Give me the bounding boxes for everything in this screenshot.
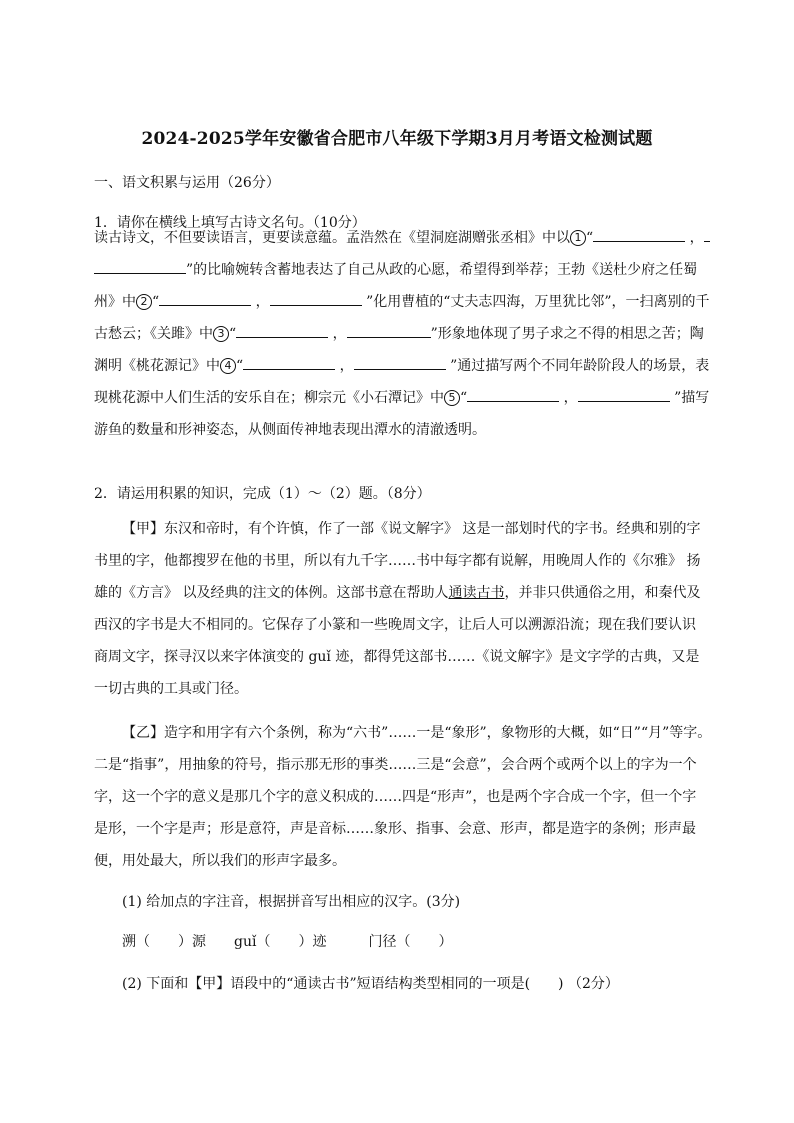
q1-row: [94, 350, 712, 382]
answer-blank[interactable]: [94, 257, 186, 274]
text: “: [229, 326, 237, 342]
text: ，: [559, 390, 578, 406]
document-title: 2024-2025学年安徽省合肥市八年级下学期3月月考语文检测试题: [141, 129, 653, 149]
passage-row: 西汉的字书是大不相同的。它保存了小篆和一些晚周文字，让后人可以溯源沿流；现在我们要认识: [94, 617, 696, 633]
answer-blank[interactable]: [243, 353, 335, 370]
text: “: [152, 294, 160, 310]
passage-row: 二是“指事”，用抽象的符号，指示那无形的事类……三是“会意”，会合两个或两个以上的字为一个: [94, 757, 697, 773]
passage-row: 一切古典的工具或门径。: [94, 681, 248, 697]
text: ”化用曹植的“丈夫志四海，万里犹比邻”，一扫离别的千: [361, 294, 710, 310]
subquestion-2: (2) 下面和【甲】语段中的“通读古书”短语结构类型相同的一项是( ) （2分）: [122, 976, 619, 992]
text: ”通过描写两个不同年龄阶段人的场景，表: [445, 358, 710, 374]
text: 州》中: [94, 294, 136, 310]
text: ，: [328, 326, 347, 342]
passage-row: [94, 577, 712, 609]
subquestion-1-answers: 溯（ ）源 guǐ（ ）迹 门径（ ）: [122, 934, 453, 950]
answer-blank[interactable]: [704, 225, 710, 242]
text: ，: [335, 358, 354, 374]
passage-jia: [94, 513, 712, 705]
text: 渊明《桃花源记》中: [94, 358, 220, 374]
answer-blank[interactable]: [270, 289, 362, 306]
answer-blank[interactable]: [354, 353, 446, 370]
text: “: [460, 390, 468, 406]
text: ”描写: [669, 390, 710, 406]
underlined-phrase: 通读古书: [448, 585, 505, 601]
text: 古愁云；《关雎》中: [94, 326, 213, 342]
q1-row: [94, 318, 712, 350]
question-2-heading: 2．请运用积累的知识，完成（1）～（2）题。（8分）: [94, 486, 431, 502]
circled-number-2: 2: [136, 294, 152, 310]
subquestion-1: (1) 给加点的字注音，根据拼音写出相应的汉字。(3分): [122, 894, 461, 910]
answer-blank[interactable]: [578, 385, 670, 402]
passage-row: 书里的字，他都搜罗在他的书里，所以有九千字……书中每字都有说解，用晚周人作的《尔雅》 扬: [94, 553, 701, 569]
q1-row: [94, 222, 712, 254]
circled-number-5: 5: [444, 390, 460, 406]
q1-row: [94, 382, 712, 414]
circled-number-1: 1: [570, 230, 586, 246]
passage-row: 是形，一个字是声；形是意符，声是音标……象形、指事、会意、形声，都是造字的条例；形声最: [94, 821, 696, 837]
answer-blank[interactable]: [593, 225, 685, 242]
passage-row: 商周文字，探寻汉以来字体演变的 guǐ 迹，都得凭这部书……《说文解字》是文字学的古典，又是: [94, 649, 700, 665]
circled-number-3: 3: [213, 326, 229, 342]
text: ”的比喻婉转含蓄地表达了自己从政的心愿，希望得到举荐；王勃《送杜少府之任蜀: [186, 262, 698, 278]
passage-row: 便，用处最大，所以我们的形声字最多。: [94, 853, 346, 869]
passage-row: 【乙】造字和用字有六个条例，称为“六书”……一是“象形”，象物形的大概，如“日”“月”等字。: [122, 725, 712, 741]
question-1-body: [94, 222, 712, 446]
passage-row: 【甲】东汉和帝时，有个许慎，作了一部《说文解字》 这是一部划时代的字书。经典和别的字: [122, 521, 701, 537]
question-1-heading: 1．请你在横线上填写古诗文名句。（10分）: [94, 215, 366, 231]
text: “: [586, 230, 594, 246]
text: ，: [685, 230, 704, 246]
text: ，并非只供通俗之用，和秦代及: [504, 585, 701, 601]
q1-row: 游鱼的数量和形神姿态，从侧面传神地表现出潭水的清澈透明。: [94, 422, 486, 438]
text: ”形象地体现了男子求之不得的相思之苦；陶: [430, 326, 704, 342]
q1-row: [94, 254, 712, 286]
section-heading: 一、语文积累与运用（26分）: [94, 175, 280, 191]
passage-yi: [94, 717, 712, 877]
text: 雄的《方言》 以及经典的注文的体例。这部书意在帮助人: [94, 585, 449, 601]
answer-blank[interactable]: [467, 385, 559, 402]
answer-blank[interactable]: [347, 321, 431, 338]
answer-blank[interactable]: [236, 321, 328, 338]
text: ，: [251, 294, 270, 310]
answer-blank[interactable]: [159, 289, 251, 306]
text: 读古诗文，不但要读语言，更要读意蕴。孟浩然在《望洞庭湖赠张丞相》中以: [94, 230, 570, 246]
passage-row: 字，这一个字的意义是那几个字的意义积成的……四是“形声”，也是两个字合成一个字，但一个字: [94, 789, 697, 805]
text: “: [236, 358, 244, 374]
circled-number-4: 4: [220, 358, 236, 374]
text: 现桃花源中人们生活的安乐自在；柳宗元《小石潭记》中: [94, 390, 444, 406]
q1-row: [94, 286, 712, 318]
